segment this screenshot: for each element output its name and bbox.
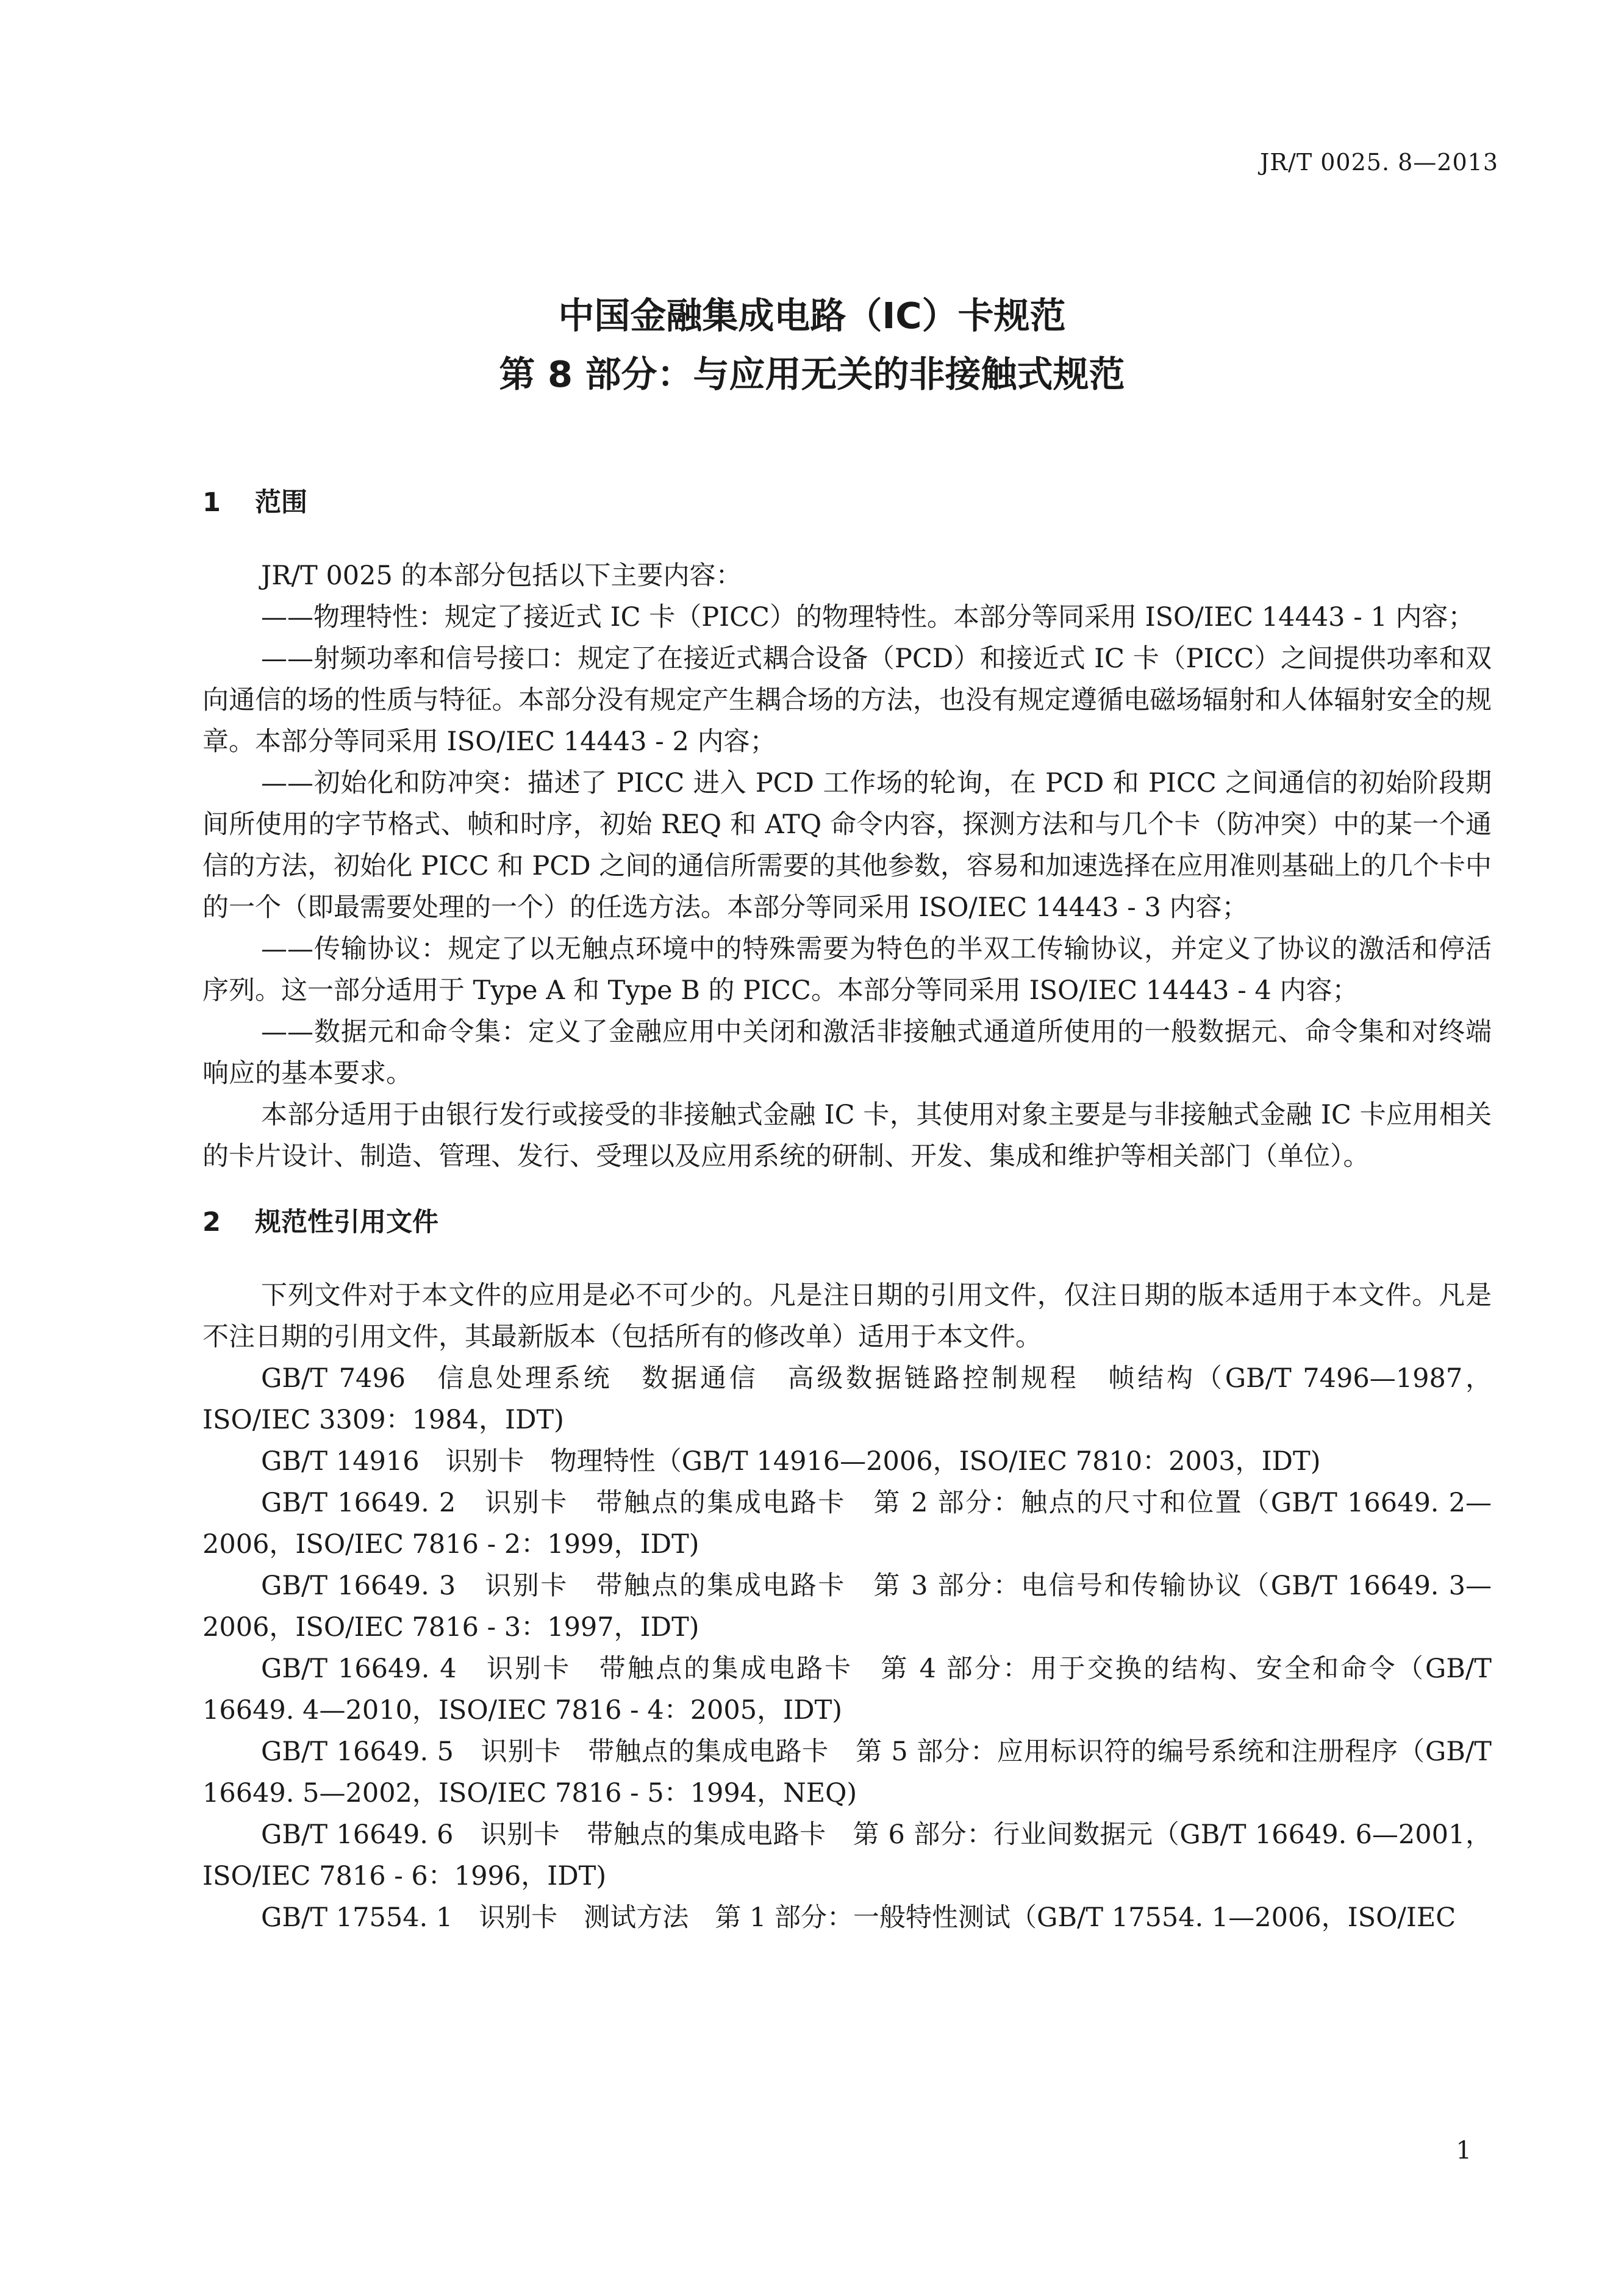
section-title: 范围 — [255, 487, 307, 518]
section-heading — [202, 1202, 1492, 1243]
reference-item: GB/T 7496 信息处理系统 数据通信 高级数据链路控制规程 帧结构（GB/T 7496—1987，ISO/IEC 3309：1984，IDT) — [202, 1363, 1492, 1435]
paragraph: JR/T 0025 的本部分包括以下主要内容： — [261, 561, 742, 591]
reference-item: GB/T 14916 识别卡 物理特性（GB/T 14916—2006，ISO/IEC 7810：2003，IDT) — [261, 1446, 1321, 1477]
section-scope — [202, 482, 1492, 1177]
paragraph: ——射频功率和信号接口：规定了在接近式耦合设备（PCD）和接近式 IC 卡（PICC）之间提供功率和双向通信的场的性质与特征。本部分没有规定产生耦合场的方法，也没有规定遵循电磁场辐射和人体辐射安全的规章。本部分等同采用 ISO/IEC 14443 - 2 内容； — [202, 643, 1492, 757]
section-normative-references — [202, 1202, 1492, 1938]
section-heading — [202, 482, 1492, 523]
paragraph: ——物理特性：规定了接近式 IC 卡（PICC）的物理特性。本部分等同采用 ISO/IEC 14443 - 1 内容； — [261, 602, 1475, 633]
section-gap — [202, 1177, 1492, 1202]
title-line-1: 中国金融集成电路（IC）卡规范 — [558, 295, 1066, 337]
reference-item: GB/T 16649. 5 识别卡 带触点的集成电路卡 第 5 部分：应用标识符的编号系统和注册程序（GB/T 16649. 5—2002，ISO/IEC 7816 - 5：1994，NEQ) — [202, 1736, 1492, 1808]
document-title — [0, 287, 1624, 404]
paragraph: ——初始化和防冲突：描述了 PICC 进入 PCD 工作场的轮询，在 PCD 和 PICC 之间通信的初始阶段期间所使用的字节格式、帧和时序，初始 REQ 和 ATQ 命令内容，探测方法和与几个卡（防冲突）中的某一个通信的方法，初始化 PICC 和 PCD 之间的通信所需要的其他参数，容易和加速选择在应用准则基础上的几个卡中的一个（即最需要处理的一个）的任选方法。本部分等同采用 ISO/IEC 14443 - 3 内容； — [202, 768, 1492, 923]
section-number: 2 — [202, 1207, 221, 1238]
paragraph: ——传输协议：规定了以无触点环境中的特殊需要为特色的半双工传输协议，并定义了协议的激活和停活序列。这一部分适用于 Type A 和 Type B 的 PICC。本部分等同采用 ISO/IEC 14443 - 4 内容； — [202, 934, 1492, 1006]
paragraph: ——数据元和命令集：定义了金融应用中关闭和激活非接触式通道所使用的一般数据元、命令集和对终端响应的基本要求。 — [202, 1017, 1492, 1089]
section-title: 规范性引用文件 — [255, 1207, 438, 1238]
paragraph: 本部分适用于由银行发行或接受的非接触式金融 IC 卡，其使用对象主要是与非接触式金融 IC 卡应用相关的卡片设计、制造、管理、发行、受理以及应用系统的研制、开发、集成和维护等相关部门（单位）。 — [202, 1100, 1492, 1172]
reference-item: GB/T 16649. 4 识别卡 带触点的集成电路卡 第 4 部分：用于交换的结构、安全和命令（GB/T 16649. 4—2010，ISO/IEC 7816 - 4：2005，IDT) — [202, 1654, 1492, 1726]
paragraph: 下列文件对于本文件的应用是必不可少的。凡是注日期的引用文件，仅注日期的版本适用于本文件。凡是不注日期的引用文件，其最新版本（包括所有的修改单）适用于本文件。 — [202, 1280, 1492, 1352]
reference-item: GB/T 16649. 3 识别卡 带触点的集成电路卡 第 3 部分：电信号和传输协议（GB/T 16649. 3—2006，ISO/IEC 7816 - 3：1997，IDT) — [202, 1571, 1492, 1643]
page-number: 1 — [1456, 2137, 1472, 2165]
reference-item: GB/T 17554. 1 识别卡 测试方法 第 1 部分：一般特性测试（GB/T 17554. 1—2006，ISO/IEC — [261, 1902, 1456, 1933]
standard-code: JR/T 0025. 8—2013 — [1260, 149, 1498, 176]
reference-item: GB/T 16649. 6 识别卡 带触点的集成电路卡 第 6 部分：行业间数据元（GB/T 16649. 6—2001，ISO/IEC 7816 - 6：1996，IDT) — [202, 1819, 1492, 1891]
section-number: 1 — [202, 487, 221, 518]
reference-item: GB/T 16649. 2 识别卡 带触点的集成电路卡 第 2 部分：触点的尺寸和位置（GB/T 16649. 2—2006，ISO/IEC 7816 - 2：1999，IDT) — [202, 1488, 1492, 1560]
title-line-2: 第 8 部分：与应用无关的非接触式规范 — [499, 353, 1125, 395]
document-body — [202, 482, 1492, 1938]
